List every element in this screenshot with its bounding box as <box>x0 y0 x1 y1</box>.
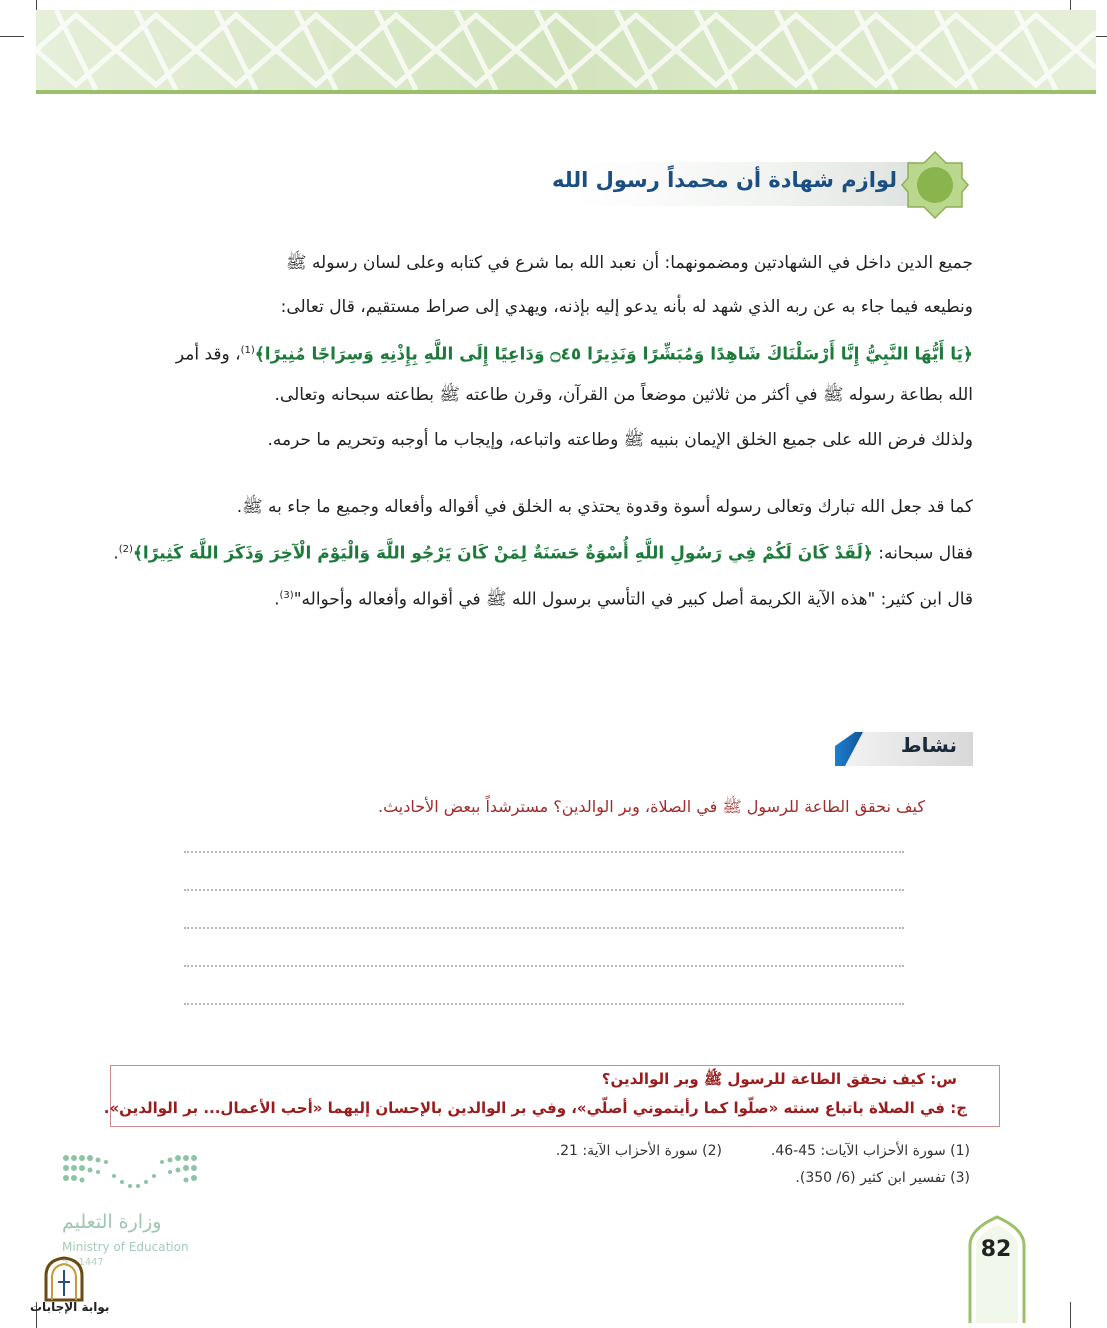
activity-question: كيف نحقق الطاعة للرسول ﷺ في الصلاة، وبر الوالدين؟ مسترشداً ببعض الأحاديث. <box>377 797 925 816</box>
footnote-ref: (2) <box>118 544 133 555</box>
answer-text: ج: في الصلاة باتباع سنته «صلّوا كما رأيتموني أصلّي»، وفي بر الوالدين بالإحسان إليهما «أحب الأعمال... بر الوالدين». <box>103 1099 967 1117</box>
footnote-1: (1) سورة الأحزاب الآيات: 45-46. <box>770 1143 970 1159</box>
answer-line[interactable] <box>184 1003 904 1005</box>
activity-label: نشاط <box>900 733 957 757</box>
answer-line[interactable] <box>184 965 904 967</box>
header-banner <box>36 10 1096 94</box>
crop-mark <box>0 36 24 37</box>
body-line-1: جميع الدين داخل في الشهادتين ومضمونهما: أن نعبد الله بما شرع في كتابه وعلى لسان رسوله ﷺ <box>286 253 973 273</box>
footnote-ref: (1) <box>240 345 255 356</box>
footnote-2: (2) سورة الأحزاب الآية: 21. <box>555 1143 722 1159</box>
ministry-name-english: Ministry of Education <box>62 1240 189 1254</box>
section-title: لوازم شهادة أن محمداً رسول الله <box>551 168 897 192</box>
body-text-tail: ، وقد أمر <box>175 344 241 365</box>
quran-verse: ﴿يَا أَيُّهَا النَّبِيُّ إِنَّا أَرْسَلْنَاكَ شَاهِدًا وَمُبَشِّرًا وَنَذِيرًا ۝٤٥ وَدَاعِيًا إِلَى اللَّهِ بِإِذْنِهِ وَسِرَاجًا مُنِيرًا﴾ <box>254 344 973 365</box>
quran-verse: ﴿لَقَدْ كَانَ لَكُمْ فِي رَسُولِ اللَّهِ أُسْوَةٌ حَسَنَةٌ لِمَنْ كَانَ يَرْجُو اللَّهَ وَالْيَوْمَ الْآخِرَ وَذَكَرَ اللَّهَ كَثِيرًا﴾ <box>132 543 873 564</box>
answer-line[interactable] <box>184 851 904 853</box>
ministry-name-arabic: وزارة التعليم <box>62 1211 162 1233</box>
ministry-year: 5 - 1447 <box>62 1257 104 1268</box>
ministry-logo-icon <box>60 1152 200 1202</box>
body-text-head: فقال سبحانه: <box>878 543 973 564</box>
footnote-3: (3) تفسير ابن كثير (6/ 350). <box>795 1170 970 1186</box>
body-line-5: ولذلك فرض الله على جميع الخلق الإيمان بنبيه ﷺ وطاعته واتباعه، وإيجاب ما أوجبه وتحريم ما حرمه. <box>267 430 973 450</box>
footnote-ref: (3) <box>279 590 294 601</box>
page-tab-icon <box>966 1215 1028 1323</box>
body-line-3 <box>153 329 973 377</box>
gate-logo-text: بوابة الإجابات <box>30 1300 110 1314</box>
body-line-7 <box>113 528 973 576</box>
body-text-tail: . <box>113 543 119 564</box>
answer-question: س: كيف نحقق الطاعة للرسول ﷺ وبر الوالدين؟ <box>601 1070 957 1088</box>
body-line-4: الله بطاعة رسوله ﷺ في أكثر من ثلاثين موضعاً من القرآن، وقرن طاعته ﷺ بطاعته سبحانه وتعالى. <box>274 385 973 405</box>
gate-logo-icon <box>42 1256 86 1302</box>
body-line-8 <box>153 574 973 622</box>
body-line-6: كما قد جعل الله تبارك وتعالى رسوله أسوة وقدوة يحتذي به الخلق في أقواله وأفعاله وجميع ما جاء به ﷺ. <box>236 497 973 517</box>
body-line-2: ونطيعه فيما جاء به عن ربه الذي شهد له بأنه يدعو إليه بإذنه، ويهدي إلى صراط مستقيم، قال تعالى: <box>280 297 973 317</box>
quote-text: قال ابن كثير: "هذه الآية الكريمة أصل كبير في التأسي برسول الله ﷺ في أقواله وأفعاله وأحواله" <box>293 589 973 610</box>
octagon-star-icon <box>900 150 970 220</box>
page-number: 82 <box>980 1237 1012 1262</box>
answer-line[interactable] <box>184 927 904 929</box>
answer-line[interactable] <box>184 889 904 891</box>
body-text-tail: . <box>274 589 280 610</box>
crop-mark <box>1070 1302 1071 1328</box>
geometric-pattern-icon <box>36 10 1096 90</box>
